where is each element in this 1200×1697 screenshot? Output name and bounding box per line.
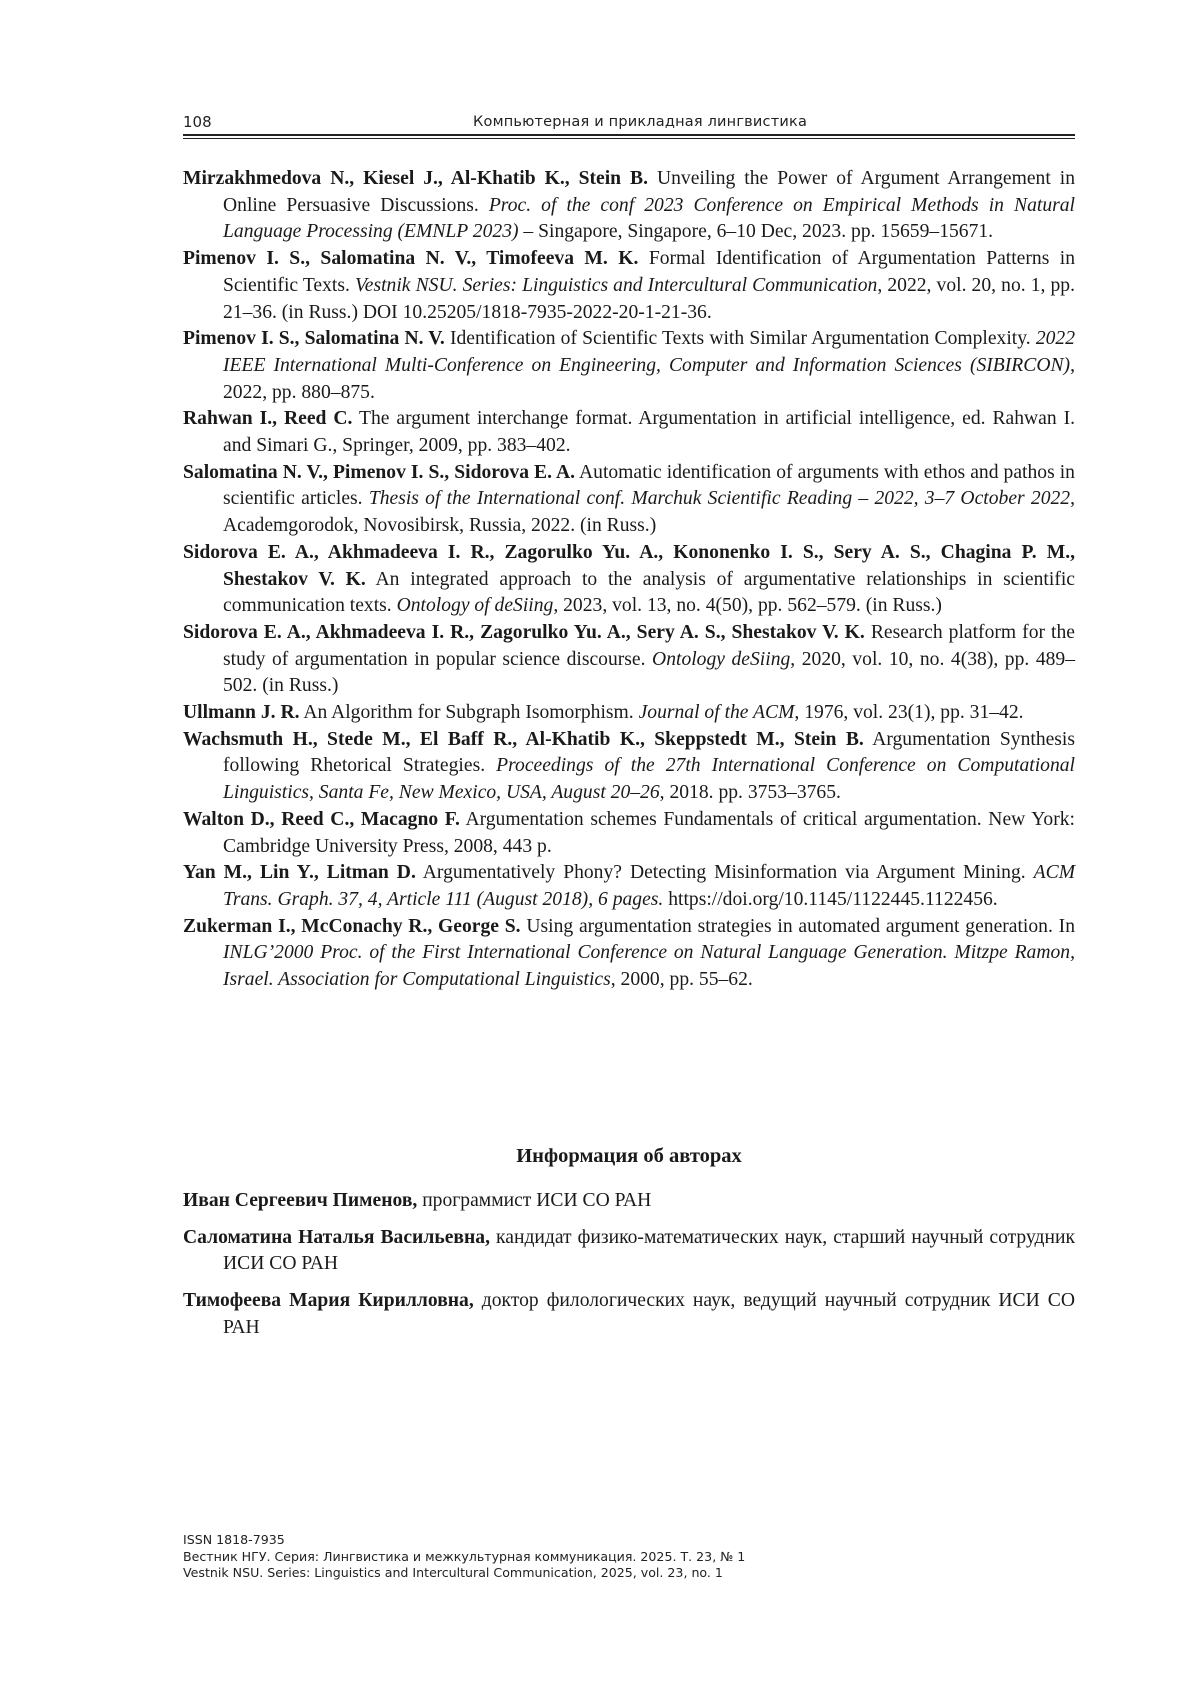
reference-source: Proceedings of the 27th International Conference on Computational Linguistics, Santa Fe, New Mexico, USA, August 20–26 <box>223 755 1076 804</box>
footer-journal-ru: Вестник НГУ. Серия: Лингвистика и межкультурная коммуникация. 2025. Т. 23, № 1 <box>183 1548 746 1564</box>
reference-authors: Pimenov I. S., Salomatina N. V., Timofeeva M. K. <box>183 248 639 270</box>
reference-item <box>183 807 1075 860</box>
reference-list <box>183 166 1075 994</box>
reference-title: Unveiling the Power of Argument Arrangement in Online Persuasive Discussions. <box>223 168 1075 216</box>
reference-item <box>183 246 1075 326</box>
reference-title: Research platform for the study of argumentation in popular science discourse. <box>223 621 1075 670</box>
reference-title: Identification of Scientific Texts with Similar Argumentation Complexity. <box>444 328 1036 350</box>
footer-journal-en: Vestnik NSU. Series: Linguistics and Intercultural Communication, 2025, vol. 23, no. 1 <box>183 1565 723 1581</box>
reference-source: INLG’2000 Proc. of the First International Conference on Natural Language Generation. Mitzpe Ramon, Israel. Association for Computational Linguistics <box>223 942 1075 991</box>
reference-item <box>183 326 1075 406</box>
reference-details: https://doi.org/10.1145/1122445.1122456. <box>663 888 998 910</box>
reference-authors: Walton D., Reed C., Macagno F. <box>183 808 460 830</box>
reference-details: – Singapore, Singapore, 6–10 Dec, 2023. pp. 15659–15671. <box>518 221 994 243</box>
reference-item <box>183 727 1075 807</box>
reference-details: , 2020, vol. 10, no. 4(38), pp. 489–502. (in Russ.) <box>223 648 1076 697</box>
reference-details: , 2023, vol. 13, no. 4(50), pp. 562–579. (in Russ.) <box>553 595 942 617</box>
author-entry <box>183 1225 1075 1278</box>
reference-authors: Zukerman I., McConachy R., George S. <box>183 915 521 937</box>
reference-item <box>183 700 1075 727</box>
reference-title: Using argumentation strategies in automated argument generation. In <box>520 915 1075 937</box>
reference-title: An integrated approach to the analysis of argumentative relationships in scientific communication texts. <box>223 568 1075 617</box>
reference-authors: Sidorova E. A., Akhmadeeva I. R., Zagorulko Yu. A., Sery A. S., Shestakov V. K. <box>183 621 865 643</box>
reference-source: Journal of the ACM <box>638 702 795 724</box>
reference-source: Vestnik NSU. Series: Linguistics and Intercultural Communication <box>354 274 878 296</box>
reference-details: , 2000, pp. 55–62. <box>610 969 753 991</box>
author-entry <box>183 1288 1075 1341</box>
author-name: Тимофеева Мария Кирилловна, <box>183 1290 474 1312</box>
page-number: 108 <box>183 113 212 131</box>
header-rule-thick <box>183 134 1075 136</box>
footer-issn: ISSN 1818-7935 <box>183 1532 285 1547</box>
reference-source: Thesis of the International conf. Marchuk Scientific Reading – 2022, 3–7 October 2022 <box>368 488 1071 510</box>
reference-source: Proc. of the conf 2023 Conference on Empirical Methods in Natural Language Processing (EMNLP 2023) <box>223 194 1075 243</box>
reference-source: Ontology deSiing <box>652 648 791 670</box>
running-head <box>183 111 1075 135</box>
reference-item <box>183 914 1075 994</box>
reference-title: An Algorithm for Subgraph Isomorphism. <box>299 702 639 724</box>
author-description: доктор филологических наук, ведущий научный сотрудник ИСИ СО РАН <box>223 1290 1075 1338</box>
author-name: Саломатина Наталья Васильевна, <box>183 1226 490 1248</box>
author-description: программист ИСИ СО РАН <box>417 1190 652 1211</box>
reference-title: The argument interchange format. Argumentation in artificial intelligence, ed. Rahwan I. and Simari G., Springer, 2009, pp. 383–402. <box>223 408 1076 457</box>
reference-item <box>183 860 1075 913</box>
reference-item <box>183 406 1075 459</box>
author-entry <box>183 1188 1075 1215</box>
reference-title: Argumentation Synthesis following Rhetorical Strategies. <box>223 728 1076 777</box>
reference-item <box>183 460 1075 540</box>
reference-authors: Salomatina N. V., Pimenov I. S., Sidorova E. A. <box>183 461 576 483</box>
header-rule-thin <box>183 138 1075 139</box>
reference-authors: Wachsmuth H., Stede M., El Baff R., Al-Khatib K., Skeppstedt M., Stein B. <box>183 728 864 750</box>
author-description: кандидат физико-математических наук, старший научный сотрудник ИСИ СО РАН <box>223 1226 1075 1275</box>
reference-authors: Pimenov I. S., Salomatina N. V. <box>183 328 445 350</box>
author-name: Иван Сергеевич Пименов, <box>183 1190 418 1211</box>
reference-item <box>183 620 1075 700</box>
reference-item <box>183 166 1075 246</box>
reference-source: Ontology of deSiing <box>396 595 554 617</box>
reference-source: ACM Trans. Graph. 37, 4, Article 111 (August 2018), 6 pages. <box>223 862 1076 910</box>
reference-authors: Yan M., Lin Y., Litman D. <box>183 862 416 884</box>
reference-title: Argumentation schemes Fundamentals of critical argumentation. New York: Cambridge University Press, 2008, 443 p. <box>223 808 1075 857</box>
reference-authors: Mirzakhmedova N., Kiesel J., Al-Khatib K., Stein B. <box>183 168 648 189</box>
page-footer <box>183 1532 883 1582</box>
reference-details: , 2022, pp. 880–875. <box>223 354 1075 403</box>
running-title: Компьютерная и прикладная лингвистика <box>473 114 808 130</box>
reference-details: , Academgorodok, Novosibirsk, Russia, 2022. (in Russ.) <box>223 488 1075 537</box>
reference-item <box>183 540 1075 620</box>
reference-title: Automatic identification of arguments with ethos and pathos in scientific articles. <box>223 461 1075 510</box>
reference-authors: Rahwan I., Reed C. <box>183 408 353 430</box>
reference-details: , 2018. pp. 3753–3765. <box>659 782 841 804</box>
author-info-heading: Информация об авторах <box>516 1145 742 1167</box>
reference-authors: Ullmann J. R. <box>183 702 300 724</box>
author-info-list <box>183 1188 1075 1352</box>
reference-source: 2022 IEEE International Multi-Conference on Engineering, Computer and Information Sciences (SIBIRCON) <box>223 328 1075 376</box>
reference-details: , 2022, vol. 20, no. 1, pp. 21–36. (in Russ.) DOI 10.25205/1818-7935-2022-20-1-21-36. <box>223 274 1076 323</box>
reference-details: , 1976, vol. 23(1), pp. 31–42. <box>794 702 1024 724</box>
reference-title: Argumentatively Phony? Detecting Misinformation via Argument Mining. <box>415 862 1034 884</box>
reference-title: Formal Identification of Argumentation Patterns in Scientific Texts. <box>223 248 1075 296</box>
reference-authors: Sidorova E. A., Akhmadeeva I. R., Zagorulko Yu. A., Kononenko I. S., Sery A. S., Chagina P. M., Shestakov V. K. <box>183 541 1075 590</box>
